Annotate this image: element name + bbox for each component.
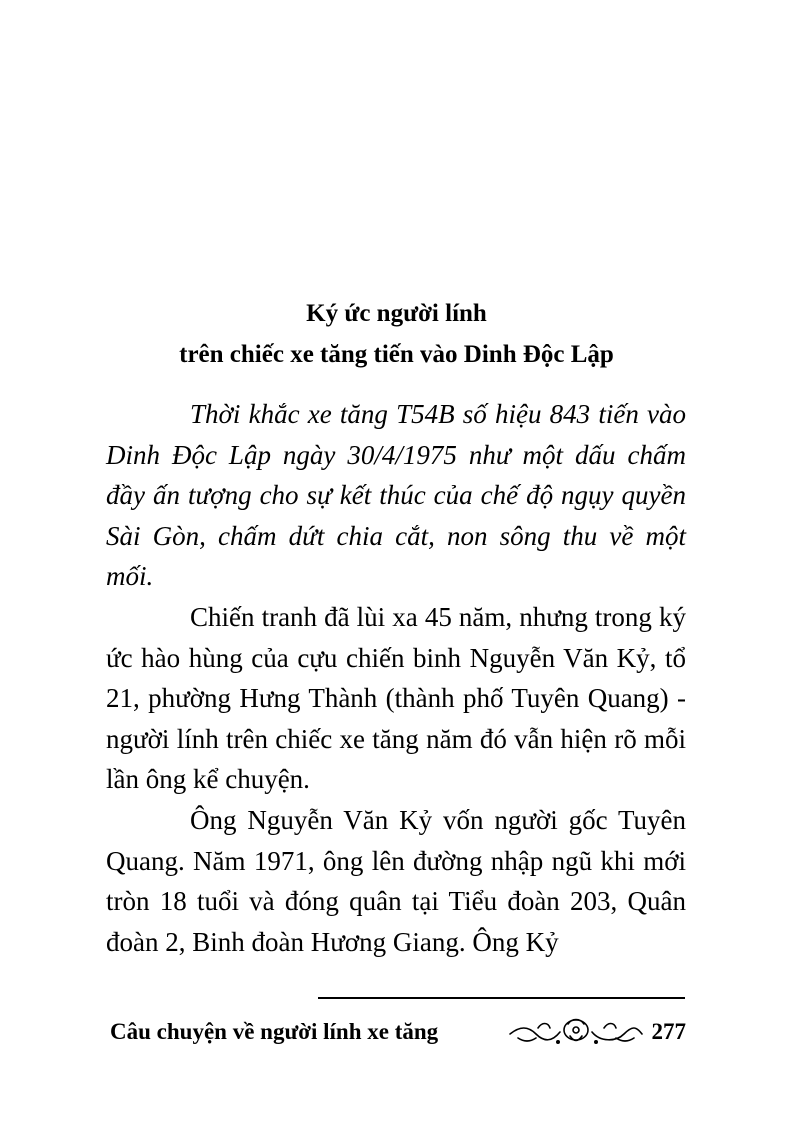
- article-title-line-1: Ký ức người lính: [306, 300, 487, 327]
- article-body: [106, 394, 686, 962]
- article-title-line-2: trên chiếc xe tăng tiến vào Dinh Độc Lập: [179, 341, 614, 368]
- footer-rule: [318, 997, 685, 999]
- footer-book-title: Câu chuyện về người lính xe tăng: [110, 1019, 439, 1044]
- page-footer: [110, 1010, 686, 1054]
- page-number: 277: [651, 1019, 686, 1044]
- body-paragraph: Chiến tranh đã lùi xa 45 năm, nhưng trong ký ức hào hùng của cựu chiến binh Nguyễn Văn Kỷ, tổ 21, phường Hưng Thành (thành phố Tuyên Quang) - người lính trên chiếc xe tăng năm đó vẫn hiện rõ mỗi lần ông kể chuyện.: [106, 601, 686, 795]
- flourish-ornament-icon: [508, 1014, 644, 1050]
- body-paragraph: Ông Nguyễn Văn Kỷ vốn người gốc Tuyên Quang. Năm 1971, ông lên đường nhập ngũ khi mới tròn 18 tuổi và đóng quân tại Tiểu đoàn 203, Quân đoàn 2, Binh đoàn Hương Giang. Ông Kỷ: [106, 804, 686, 957]
- lead-paragraph: Thời khắc xe tăng T54B số hiệu 843 tiến vào Dinh Độc Lập ngày 30/4/1975 như một dấu chấm đầy ấn tượng cho sự kết thúc của chế độ ngụy quyền Sài Gòn, chấm dứt chia cắt, non sông thu về một mối.: [106, 399, 686, 592]
